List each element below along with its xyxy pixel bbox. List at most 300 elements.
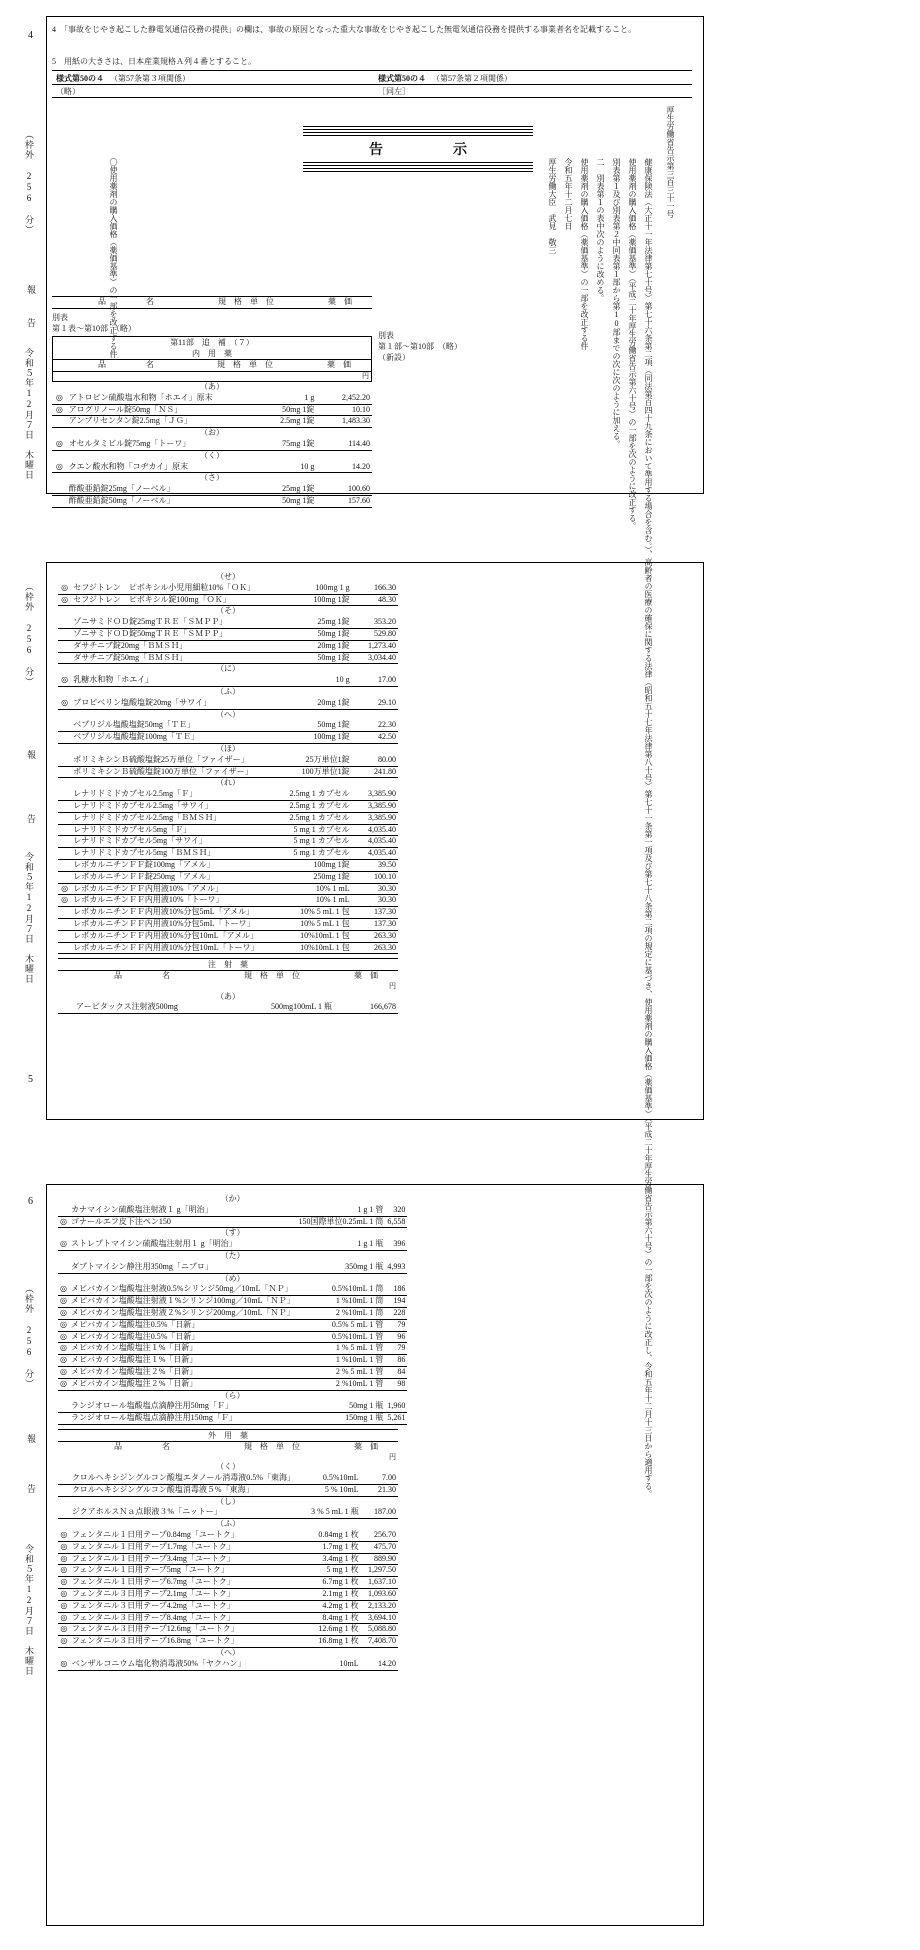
row-name: アトロピン硫酸塩水和物「ホエイ」原末 <box>67 393 215 404</box>
row-mark: ◎ <box>52 404 67 416</box>
row-name: レボカルニチンＦＦ内用液10%分包10mL「トーワ」 <box>71 942 260 954</box>
row-price: 6,558 <box>385 1216 407 1228</box>
row-spec: 0.5%10mL 1 筒 <box>297 1284 386 1295</box>
row-price: 29.10 <box>352 698 398 709</box>
row-spec: 0.5%10mL <box>297 1473 361 1484</box>
report-label-5a: 報 <box>26 750 36 760</box>
row-name: ポリミキシンＢ硫酸塩錠100万単位「ファイザー」 <box>71 766 260 778</box>
row-spec: 1 %10mL 1 筒 <box>297 1296 386 1308</box>
body-paragraph-5: 別表第１及び別表第２中同表第１部から第10部までの次に次のように加える。 <box>612 158 621 448</box>
group-label: （あ） <box>216 991 240 1001</box>
label-parts: 第１表～第10部 （略） <box>52 323 136 333</box>
row-name: 酢酸亜鉛錠25mg「ノーベル」 <box>67 484 215 495</box>
label-injection-5: 注 射 薬 <box>58 958 398 971</box>
row-name: レボカルニチンＦＦ内用液10%「トーワ」 <box>71 895 260 907</box>
row-spec: 10% 5 mL 1 包 <box>261 907 352 919</box>
row-spec: 5 mg 1 カプセル <box>261 824 352 836</box>
row-spec: 1 % 5 mL 1 管 <box>297 1343 386 1355</box>
row-price: 263.30 <box>352 930 398 942</box>
row-price: 396 <box>385 1239 407 1250</box>
row-price: 10.10 <box>316 404 372 416</box>
group-label: （ふ） <box>216 1519 240 1529</box>
report-label-5b: 告 <box>26 814 36 824</box>
row-spec: 10%10mL 1 包 <box>261 930 352 942</box>
row-price: 80.00 <box>352 755 398 766</box>
row-spec: 25mg 1錠 <box>261 617 352 628</box>
row-name: ダサチニブ錠50mg「ＢＭＳＨ」 <box>71 652 260 664</box>
row-price: 14.20 <box>316 462 372 473</box>
row-mark: ◎ <box>58 1541 70 1553</box>
row-price: 30.30 <box>352 883 398 895</box>
row-mark <box>52 496 67 508</box>
row-name: レナリドミドカプセル2.5mg「Ｆ」 <box>71 789 260 800</box>
row-mark: ◎ <box>58 1588 70 1600</box>
row-price: 157.60 <box>316 496 372 508</box>
row-spec: 100mg 1錠 <box>261 594 352 606</box>
row-spec: 250mg 1錠 <box>261 871 352 883</box>
sub-name: 品 名 <box>69 359 183 371</box>
body-paragraph-minister: 厚生労働大臣 武見 敬三 <box>548 158 557 254</box>
group-label: （へ） <box>216 1647 240 1657</box>
row-spec: 12.6mg 1 枚 <box>297 1624 361 1636</box>
row-mark: ◎ <box>58 1343 69 1355</box>
group-label: （ら） <box>220 1390 245 1400</box>
row-mark: ◎ <box>58 1355 69 1367</box>
group-label: （く） <box>200 450 224 460</box>
row-price: 3,385.90 <box>352 812 398 824</box>
table-row <box>52 496 372 508</box>
row-name: フェンタニル３日用テープ16.8mg「ユートク」 <box>70 1636 297 1648</box>
row-name: アービタックス注射液500mg <box>74 1002 210 1013</box>
form-right-tag: ［同左］ <box>378 87 410 96</box>
row-price: 7,408.70 <box>361 1636 398 1648</box>
row-name: クエン酸水和物「コヂカイ」原末 <box>67 462 215 473</box>
group-label: （れ） <box>216 778 240 788</box>
body-paragraph-7: 〇使用薬剤の購入価格（薬価基準）の一部を改正する件 <box>109 158 118 358</box>
row-price: 3,694.10 <box>361 1612 398 1624</box>
notice-number: 厚生労働省告示第三百三十一号 <box>666 106 675 218</box>
sheet-page-5 <box>0 562 920 1142</box>
row-spec: 150国際単位0.25mL 1 筒 <box>297 1216 386 1228</box>
row-name: メピバカイン塩酸塩注２%「日新」 <box>69 1366 297 1378</box>
row-name: フェンタニル３日用テープ2.1mg「ユートク」 <box>70 1588 297 1600</box>
form-right-ref: （第57条第２項関係） <box>432 74 512 83</box>
row-name: オセルタミビル錠75mg「トーワ」 <box>67 439 215 450</box>
row-name: レボカルニチンＦＦ内用液10%分包5mL「トーワ」 <box>71 918 260 930</box>
row-mark: ◎ <box>58 883 71 895</box>
row-spec: 500mg100mL 1 瓶 <box>210 1002 334 1013</box>
row-spec: 2.5mg 1 カプセル <box>261 812 352 824</box>
row-mark: ◎ <box>58 698 71 709</box>
row-spec: 0.84mg 1 枚 <box>297 1530 361 1541</box>
form-left-code: 様式第50の４ <box>56 74 104 83</box>
row-name: ストレプトマイシン硫酸塩注射用１ g「明治」 <box>69 1239 297 1250</box>
row-price: 186 <box>385 1284 407 1295</box>
row-mark: ◎ <box>58 1216 69 1228</box>
row-price: 166,678 <box>334 1002 398 1013</box>
row-name: ランジオロール塩酸塩点滴静注用150mg「Ｆ」 <box>69 1413 297 1425</box>
report-label-6b: 告 <box>26 1484 36 1494</box>
row-mark: ◎ <box>58 1624 70 1636</box>
row-name: ベプリジル塩酸塩錠100mg「ＴＥ」 <box>71 732 260 744</box>
row-name: ランジオロール塩酸塩点滴静注用50mg「Ｆ」 <box>69 1401 297 1412</box>
row-mark: ◎ <box>58 1636 70 1648</box>
row-name: レナリドミドカプセル2.5mg「サワイ」 <box>71 800 260 812</box>
row-spec: 50mg 1錠 <box>261 628 352 640</box>
row-spec: 1 g <box>215 393 317 404</box>
row-name: クロルヘキシジングルコン酸塩エタノール消毒液0.5%「東海」 <box>70 1473 297 1484</box>
inj-hdr-spec: 規 格 単 位 <box>244 971 300 981</box>
row-spec: 25万単位1錠 <box>261 755 352 766</box>
row-mark: ◎ <box>58 1553 70 1565</box>
group-label: （す） <box>220 1228 245 1238</box>
row-name: 乳糖水和物「ホエイ」 <box>71 675 260 686</box>
date-label-4: 令和５年12月７日 木曜日 <box>24 348 34 480</box>
row-price: 39.50 <box>352 859 398 871</box>
row-spec: 3 % 5 mL 1 瓶 <box>297 1507 361 1518</box>
row-name: アンブリセンタン錠2.5mg「ＪＧ」 <box>67 416 215 428</box>
row-spec: 1 g 1 管 <box>297 1205 386 1216</box>
row-spec: 75mg 1錠 <box>215 439 317 450</box>
row-price: 2,452.20 <box>316 393 372 404</box>
row-spec: 2.1mg 1 枚 <box>297 1588 361 1600</box>
row-name: レボカルニチンＦＦ内用液10%分包5mL「アメル」 <box>71 907 260 919</box>
inj-hdr-price: 薬 価 <box>354 971 378 981</box>
row-spec: 5 mg 1 カプセル <box>261 848 352 860</box>
row-price: 2,133.20 <box>361 1600 398 1612</box>
row-name: レボカルニチンＦＦ錠250mg「アメル」 <box>71 871 260 883</box>
report-label-4b: 告 <box>26 318 36 328</box>
row-mark: ◎ <box>58 1239 69 1250</box>
row-name: セフジトレン ピボキシル錠100mg「ＯＫ」 <box>71 594 260 606</box>
row-mark: ◎ <box>58 1296 69 1308</box>
row-price: 1,637.10 <box>361 1577 398 1589</box>
row-name: メピバカイン塩酸塩注２%「日新」 <box>69 1378 297 1390</box>
body-paragraph-3: 使用薬剤の購入価格（薬価基準）の一部を改正する件 <box>580 158 589 350</box>
form-right-code: 様式第50の４ <box>378 74 426 83</box>
group-label: （た） <box>220 1250 245 1260</box>
row-price: 5,088.80 <box>361 1624 398 1636</box>
row-price: 241.80 <box>352 766 398 778</box>
row-spec: 50mg 1錠 <box>215 404 317 416</box>
row-mark: ◎ <box>58 1307 69 1319</box>
row-price: 320 <box>385 1205 407 1216</box>
row-spec: 4.2mg 1 枚 <box>297 1600 361 1612</box>
row-mark: ◎ <box>58 1612 70 1624</box>
row-price: 30.30 <box>352 895 398 907</box>
date-label-6: 令和５年12月７日 木曜日 <box>24 1544 34 1676</box>
row-price: 114.40 <box>316 439 372 450</box>
page-number-6: 6 <box>28 1196 33 1207</box>
row-name: ゾニサミドＯＤ錠50mgＴＲＥ「ＳＭＰＰ」 <box>71 628 260 640</box>
row-spec: 2.5mg 1 カプセル <box>261 789 352 800</box>
group-label: （あ） <box>200 382 224 392</box>
row-spec: 20mg 1錠 <box>261 640 352 652</box>
row-spec: 0.5%10mL 1 管 <box>297 1331 386 1343</box>
row-price: 353.20 <box>352 617 398 628</box>
row-mark: ◎ <box>52 462 67 473</box>
row-price: 889.90 <box>361 1553 398 1565</box>
row-name: ダサチニブ錠20mg「ＢＭＳＨ」 <box>71 640 260 652</box>
group-label: （へ） <box>216 709 240 719</box>
row-name: メピバカイン塩酸塩注１%「日新」 <box>69 1355 297 1367</box>
body-paragraph-4: 使用薬剤の購入価格（薬価基準）（平成二十年厚生労働省告示第六十号）の一部を次のように改正する。 <box>628 158 637 530</box>
report-label-4a: 報 <box>26 285 36 295</box>
row-name: フェンタニル１日用テープ1.7mg「ユートク」 <box>70 1541 297 1553</box>
row-price: 529.80 <box>352 628 398 640</box>
group-label: （に） <box>216 664 240 674</box>
row-price: 166.30 <box>352 583 398 594</box>
row-price: 84 <box>385 1366 407 1378</box>
row-spec: 50mg 1錠 <box>215 496 317 508</box>
inj-hdr-name: 品 名 <box>114 971 170 981</box>
row-price: 7.00 <box>361 1473 398 1484</box>
row-mark: ◎ <box>58 675 71 686</box>
header-price: 薬 価 <box>308 297 372 309</box>
row-spec: 2 %10mL 1 筒 <box>297 1307 386 1319</box>
row-name: レボカルニチンＦＦ内用液10%「アメル」 <box>71 883 260 895</box>
row-spec: 50mg 1錠 <box>261 652 352 664</box>
row-name: アログリノール錠50mg「ＮＳ」 <box>67 404 215 416</box>
row-spec: 1 g 1 瓶 <box>297 1239 386 1250</box>
sub-price: 薬 価 <box>307 359 372 371</box>
row-name: レナリドミドカプセル5mg「Ｆ」 <box>71 824 260 836</box>
row-price: 48.30 <box>352 594 398 606</box>
group-label: （め） <box>220 1273 245 1283</box>
row-spec: 10% 1 mL <box>261 895 352 907</box>
row-name: ジクアホルスＮａ点眼液３%「ニットー」 <box>70 1507 297 1518</box>
row-name: フェンタニル１日用テープ3.4mg「ユートク」 <box>70 1553 297 1565</box>
row-spec: 5 % 10mL <box>297 1484 361 1496</box>
row-price: 4,035.40 <box>352 836 398 848</box>
row-price: 137.30 <box>352 918 398 930</box>
header-name: 品 名 <box>68 297 184 309</box>
page-number-4: 4 <box>28 30 33 41</box>
row-name: ポリミキシンＢ硫酸塩錠25万単位「ファイザー」 <box>71 755 260 766</box>
row-name: メピバカイン塩酸塩注１%「日新」 <box>69 1343 297 1355</box>
row-mark: ◎ <box>58 594 71 606</box>
page-number-5: 5 <box>28 1074 33 1085</box>
row-spec: 100万単位1錠 <box>261 766 352 778</box>
row-name: ダプトマイシン静注用350mg「ニプロ」 <box>69 1262 297 1273</box>
row-spec: 10% 1 mL <box>261 883 352 895</box>
page-title: 告 示 <box>369 143 495 158</box>
row-spec: 350mg 1 瓶 <box>297 1262 386 1273</box>
row-price: 42.50 <box>352 732 398 744</box>
header-note-1: 4 「事故をじやき起こした静電気通信役務の提供」の欄は、事故の原因となった重大な事故をじやき起こした無電気通信役務を提供する事業者名を記載すること。 <box>52 25 636 34</box>
row-spec: 6.7mg 1 枚 <box>297 1577 361 1589</box>
group-label: （せ） <box>216 572 240 581</box>
label-internal: 内 用 薬 <box>52 348 372 359</box>
row-mark: ◎ <box>58 895 71 907</box>
row-price: 100.60 <box>316 484 372 495</box>
row-price: 1,483.30 <box>316 416 372 428</box>
row-name: フェンタニル１日用テープ6.7mg「ユートク」 <box>70 1577 297 1589</box>
row-spec: 1.7mg 1 枚 <box>297 1541 361 1553</box>
label-external-6: 外 用 薬 <box>58 1429 398 1442</box>
row-spec: 1 %10mL 1 管 <box>297 1355 386 1367</box>
form-left-tag: （略） <box>56 87 80 96</box>
row-name: レボカルニチンＦＦ内用液10%分包10mL「アメル」 <box>71 930 260 942</box>
form-left-ref: （第57条第３項関係） <box>110 74 190 83</box>
row-mark: ◎ <box>52 439 67 450</box>
row-price: 17.00 <box>352 675 398 686</box>
row-mark: ◎ <box>58 1530 70 1541</box>
row-price: 228 <box>385 1307 407 1319</box>
row-spec: 5 mg 1 枚 <box>297 1565 361 1577</box>
row-price: 86 <box>385 1355 407 1367</box>
row-name: ベプリジル塩酸塩錠50mg「ＴＥ」 <box>71 720 260 731</box>
row-price: 98 <box>385 1378 407 1390</box>
row-price: 3,385.90 <box>352 789 398 800</box>
row-name: ゴナールエフ皮下注ペン150 <box>69 1216 297 1228</box>
row-name: メピバカイン塩酸塩注射液２%シリンジ200mg／10mL「ＮＰ」 <box>69 1307 297 1319</box>
sub-spec: 規 格 単 位 <box>183 359 307 371</box>
row-price: 256.70 <box>361 1530 398 1541</box>
row-name: レナリドミドカプセル5mg「ＢＭＳＨ」 <box>71 848 260 860</box>
row-name: ベンザルコニウム塩化物消毒液50%「ヤクハン」 <box>70 1659 297 1670</box>
label-bappyo-right: 別表 <box>378 331 394 340</box>
row-spec: 100mg 1錠 <box>261 732 352 744</box>
group-label: （さ） <box>200 473 224 483</box>
row-name: レナリドミドカプセル2.5mg「ＢＭＳＨ」 <box>71 812 260 824</box>
row-name: カナマイシン硫酸塩注射液１ g「明治」 <box>69 1205 297 1216</box>
row-price: 475.70 <box>361 1541 398 1553</box>
row-price: 263.30 <box>352 942 398 954</box>
header-note-2: 5 用紙の大きさは、日本産業規格Ａ列４番とすること。 <box>52 57 256 66</box>
row-mark: ◎ <box>52 393 67 404</box>
body-paragraph-6: 二 別表第１の表中次のように改める。 <box>596 158 605 302</box>
row-spec: 2.5mg 1 カプセル <box>261 800 352 812</box>
ext-hdr-price: 薬 価 <box>354 1441 378 1451</box>
row-mark: ◎ <box>58 1659 70 1670</box>
row-spec: 2 % 5 mL 1 管 <box>297 1366 386 1378</box>
row-spec: 20mg 1錠 <box>261 698 352 709</box>
row-price: 1,960 <box>385 1401 407 1412</box>
row-name: クロルヘキシジングルコン酸塩消毒液５%「東海」 <box>70 1484 297 1496</box>
row-name: フェンタニル３日用テープ8.4mg「ユートク」 <box>70 1612 297 1624</box>
row-price: 137.30 <box>352 907 398 919</box>
row-spec: 50mg 1錠 <box>261 720 352 731</box>
row-price: 14.20 <box>361 1659 398 1670</box>
row-spec: 50mg 1 瓶 <box>297 1401 386 1412</box>
group-label: （か） <box>220 1194 245 1203</box>
row-price: 79 <box>385 1319 407 1331</box>
row-price: 187.00 <box>361 1507 398 1518</box>
label-new-right: （新設） <box>378 353 410 362</box>
row-mark: ◎ <box>58 1366 69 1378</box>
size-note-4: （枠外 256 分） <box>24 130 34 235</box>
row-price: 4,993 <box>385 1262 407 1273</box>
group-label: （そ） <box>216 606 240 616</box>
row-mark: ◎ <box>58 1331 69 1343</box>
row-price: 3,385.90 <box>352 800 398 812</box>
row-spec: 100mg 1錠 <box>261 859 352 871</box>
row-name: メピバカイン塩酸塩注射液0.5%シリンジ50mg／10mL「ＮＰ」 <box>69 1284 297 1295</box>
row-mark: ◎ <box>58 583 71 594</box>
row-spec: 0.5% 5 mL 1 管 <box>297 1319 386 1331</box>
row-name: レボカルニチンＦＦ錠100mg「アメル」 <box>71 859 260 871</box>
row-price: 194 <box>385 1296 407 1308</box>
unit-yen: 円 <box>362 371 369 380</box>
row-name: フェンタニル１日用テープ0.84mg「ユートク」 <box>70 1530 297 1541</box>
row-spec: 150mg 1 瓶 <box>297 1413 386 1425</box>
row-mark: ◎ <box>58 1378 69 1390</box>
row-name: フェンタニル３日用テープ4.2mg「ユートク」 <box>70 1600 297 1612</box>
group-label: （く） <box>216 1462 240 1472</box>
row-spec: 100mg 1 g <box>261 583 352 594</box>
row-price: 4,035.40 <box>352 824 398 836</box>
page6-frame <box>46 1184 704 1926</box>
row-name: プロピベリン塩酸塩錠20mg「サワイ」 <box>71 698 260 709</box>
group-label: （ほ） <box>216 743 240 753</box>
row-price: 1,273.40 <box>352 640 398 652</box>
row-name: 酢酸亜鉛錠50mg「ノーベル」 <box>67 496 215 508</box>
row-spec: 16.8mg 1 枚 <box>297 1636 361 1648</box>
row-spec: 3.4mg 1 枚 <box>297 1553 361 1565</box>
row-name: レナリドミドカプセル5mg「サワイ」 <box>71 836 260 848</box>
label-part11: 第11部 追 補 （７） <box>52 336 372 348</box>
row-price: 3,034.40 <box>352 652 398 664</box>
row-spec: 10 g <box>261 675 352 686</box>
row-price: 79 <box>385 1343 407 1355</box>
row-spec: 10mL <box>297 1659 361 1670</box>
row-spec: 10%10mL 1 包 <box>261 942 352 954</box>
row-name: セフジトレン ピボキシル小児用細粒10%「ＯＫ」 <box>71 583 260 594</box>
row-price: 96 <box>385 1331 407 1343</box>
row-spec: 5 mg 1 カプセル <box>261 836 352 848</box>
row-mark: ◎ <box>58 1284 69 1295</box>
report-label-6a: 報 <box>26 1434 36 1444</box>
row-name: メピバカイン塩酸塩注0.5%「日新」 <box>69 1331 297 1343</box>
row-price: 100.10 <box>352 871 398 883</box>
ext-hdr-spec: 規 格 単 位 <box>244 1441 300 1451</box>
row-spec: 10 g <box>215 462 317 473</box>
date-label-5: 令和５年12月７日 木曜日 <box>24 852 34 984</box>
body-paragraph-1: 健康保険法（大正十一年法律第七十号）第七十六条第二項（同法第百四十九条において準用する場合を含む。）、高齢者の医療の確保に関する法律（昭和五十七年法律第八十号）第七十一条第一項及び第七十八条第二項の規定に基づき、使用薬剤の購入価格（薬価基準）（平成二十年厚生労働省告示第六十号）の一部を次のように改正し、令和五年十二月十三日から適用する。 <box>644 158 653 1498</box>
row-spec: 2 %10mL 1 管 <box>297 1378 386 1390</box>
row-name: メピバカイン塩酸塩注射液１%シリンジ100mg／10mL「ＮＰ」 <box>69 1296 297 1308</box>
row-name: フェンタニル１日用テープ5mg「ユートク」 <box>70 1565 297 1577</box>
row-mark: ◎ <box>58 1600 70 1612</box>
ext-hdr-name: 品 名 <box>114 1441 170 1451</box>
label-parts-right: 第１部～第10部 （略） <box>378 342 462 351</box>
row-spec: 2.5mg 1錠 <box>215 416 317 428</box>
row-price: 4,035.40 <box>352 848 398 860</box>
row-price: 21.30 <box>361 1484 398 1496</box>
row-name: メピバカイン塩酸塩注0.5%「日新」 <box>69 1319 297 1331</box>
size-note-6: （枠外 256 分） <box>24 1284 34 1389</box>
row-mark: ◎ <box>58 1577 70 1589</box>
header-spec: 規 格 単 位 <box>184 297 308 309</box>
group-label: （ふ） <box>216 686 240 696</box>
body-paragraph-date: 令和五年十二月七日 <box>564 158 573 230</box>
row-price: 1,297.50 <box>361 1565 398 1577</box>
row-price: 22.30 <box>352 720 398 731</box>
row-price: 5,261 <box>385 1413 407 1425</box>
row-spec: 25mg 1錠 <box>215 484 317 495</box>
group-label: （し） <box>216 1496 240 1506</box>
ext-unit-yen: 円 <box>389 1452 396 1461</box>
row-mark: ◎ <box>58 1319 69 1331</box>
row-spec: 10% 5 mL 1 包 <box>261 918 352 930</box>
row-mark: ◎ <box>58 1565 70 1577</box>
page5-frame <box>46 562 704 1120</box>
group-label: （お） <box>200 428 224 438</box>
row-name: ゾニサミドＯＤ錠25mgＴＲＥ「ＳＭＰＰ」 <box>71 617 260 628</box>
inj-unit-yen: 円 <box>389 982 396 991</box>
row-spec: 8.4mg 1 枚 <box>297 1612 361 1624</box>
